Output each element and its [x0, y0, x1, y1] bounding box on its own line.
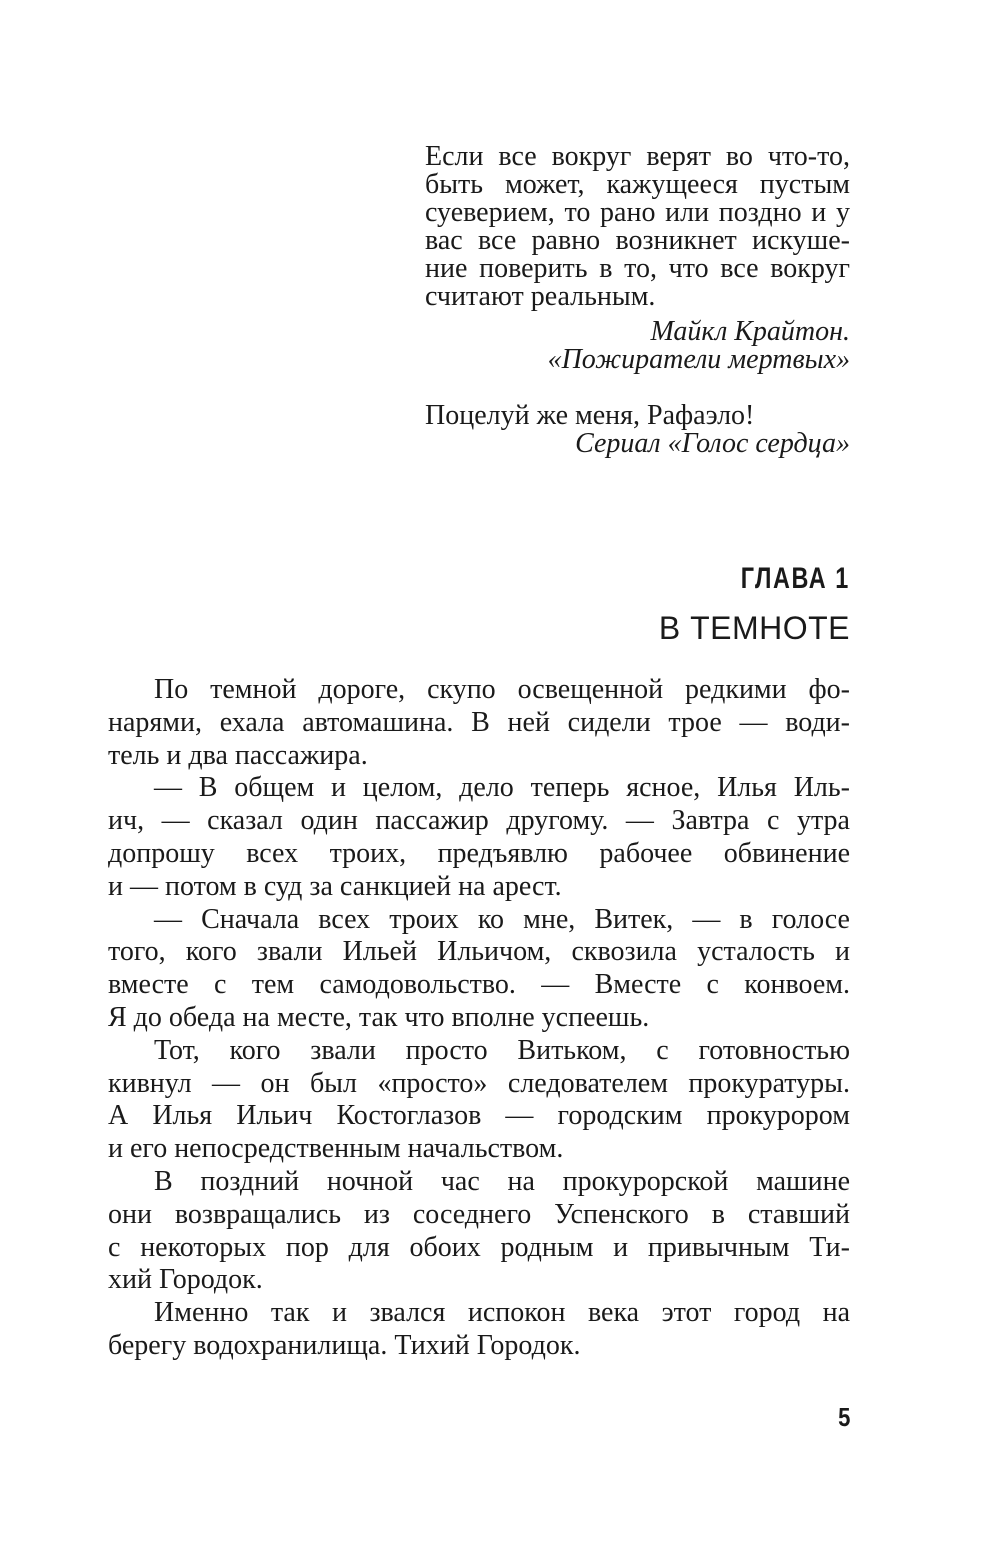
chapter-label: ГЛАВА 1: [740, 562, 850, 595]
text-line: — В общем и целом, дело теперь ясное, Илья Иль-: [154, 772, 850, 804]
text-line: хий Городок.: [108, 1264, 263, 1296]
epigraph-line: ние поверить в то, что все вокруг: [425, 253, 850, 284]
paragraph: [108, 904, 850, 1035]
epigraph-line: Поцелуй же меня, Рафаэло!: [425, 400, 755, 431]
epigraph-crichton: [425, 143, 850, 374]
text-line: вместе с тем самодовольство. — Вместе с конвоем.: [108, 969, 850, 1001]
text-line: допрошу всех троих, предъявлю рабочее обвинение: [108, 837, 850, 869]
paragraph: [108, 1297, 850, 1363]
text-line: А Илья Ильич Костоглазов — городским прокурором: [108, 1100, 850, 1132]
text-line: Я до обеда на месте, так что вполне успеешь.: [108, 1001, 650, 1033]
text-line: Именно так и звался испокон века этот город на: [154, 1297, 850, 1329]
epigraph-source: «Пожиратели мертвых»: [547, 344, 850, 375]
epigraph-line: Если все вокруг верят во что-то,: [425, 141, 850, 172]
epigraph-serial: [425, 402, 850, 458]
text-line: берегу водохранилища. Тихий Городок.: [108, 1329, 581, 1361]
epigraph-line: быть может, кажущееся пустым: [425, 169, 850, 200]
epigraph-line: считают реальным.: [425, 281, 656, 312]
text-line: По темной дороге, скупо освещенной редкими фо-: [154, 674, 850, 705]
chapter-body: [108, 674, 850, 1363]
paragraph: [108, 1035, 850, 1166]
text-line: — Сначала всех троих ко мне, Витек, — в голосе: [154, 903, 850, 935]
text-line: ич, — сказал один пассажир другому. — Завтра с утра: [108, 805, 850, 837]
epigraph-author: Майкл Крайтон.: [650, 316, 850, 347]
paragraph: [108, 1166, 850, 1297]
text-line: нарями, ехала автомашина. В ней сидели трое — води-: [108, 706, 850, 738]
text-line: с некоторых пор для обоих родным и привычным Ти-: [108, 1231, 850, 1263]
text-line: кивнул — он был «просто» следователем прокуратуры.: [108, 1067, 850, 1099]
text-line: тель и два пассажира.: [108, 739, 368, 771]
text-line: они возвращались из соседнего Успенского в ставший: [108, 1198, 850, 1230]
epigraphs: [425, 143, 850, 458]
text-line: и — потом в суд за санкцией на арест.: [108, 870, 562, 902]
epigraph-line: суеверием, то рано или поздно и у: [425, 197, 850, 228]
text-line: того, кого звали Ильей Ильичом, сквозила усталость и: [108, 936, 850, 968]
text-line: Тот, кого звали просто Витьком, с готовностью: [154, 1034, 850, 1066]
epigraph-line: вас все равно возникнет искуше-: [425, 225, 850, 256]
text-line: и его непосредственным начальством.: [108, 1133, 564, 1165]
text-line: В поздний ночной час на прокурорской машине: [154, 1165, 850, 1197]
paragraph: [108, 772, 850, 903]
epigraph-source: Сериал «Голос сердца»: [575, 428, 850, 459]
chapter-title: В ТЕМНОТЕ: [658, 610, 850, 646]
page-number: 5: [837, 1402, 850, 1432]
paragraph: [108, 674, 850, 772]
